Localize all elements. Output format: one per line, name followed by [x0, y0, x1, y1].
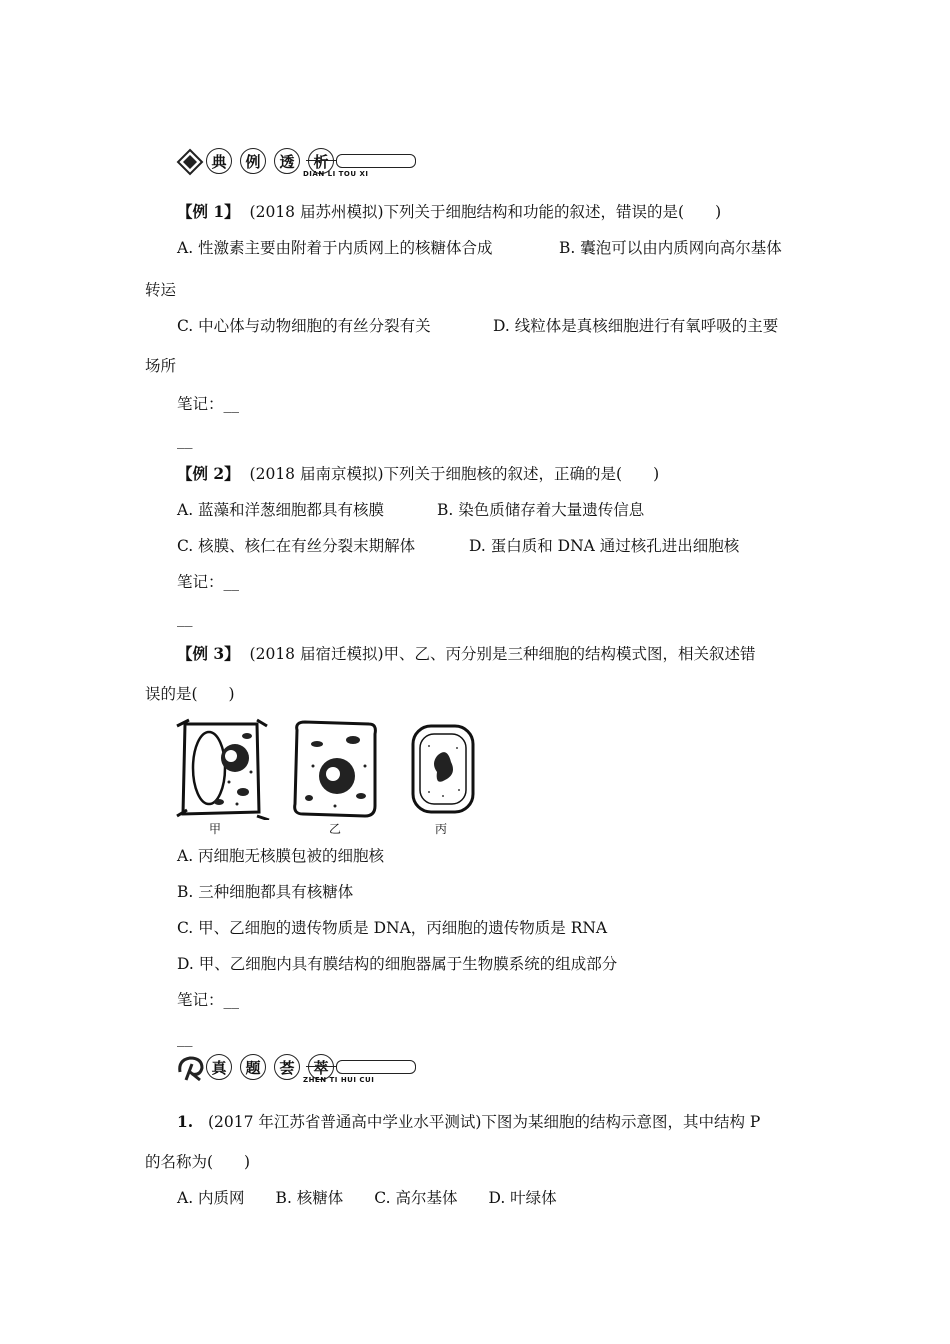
question-1-stem-continued: 的名称为( )	[145, 1153, 251, 1171]
option-a: A. 性激素主要由附着于内质网上的核糖体合成	[177, 239, 493, 257]
title-char: 荟	[274, 1054, 300, 1080]
example-question: (2018 届南京模拟)下列关于细胞核的叙述，正确的是( )	[249, 465, 660, 483]
question-text: (2017 年江苏省普通高中学业水平测试)下图为某细胞的结构示意图，其中结构 P	[207, 1113, 761, 1131]
title-char: 萃	[308, 1054, 334, 1080]
example-3-stem-continued: 误的是( )	[145, 685, 235, 703]
title-char: 题	[240, 1054, 266, 1080]
note-field[interactable]: 笔记：__	[177, 395, 240, 413]
header-rule	[306, 160, 338, 161]
note-field[interactable]: 笔记：__	[177, 573, 240, 591]
title-char: 透	[274, 148, 300, 174]
example-label: 【例 3】	[177, 644, 240, 663]
option-d-continued: 场所	[145, 357, 177, 375]
section-pinyin: DIAN LI TOU XI	[303, 170, 369, 178]
example-2-options-ab	[177, 500, 645, 520]
prokaryotic-cell	[413, 726, 473, 812]
example-label: 【例 2】	[177, 464, 240, 483]
section-header-past-exams	[176, 1054, 426, 1088]
example-question: (2018 届苏州模拟)下列关于细胞结构和功能的叙述，错误的是( )	[249, 203, 722, 221]
example-label: 【例 1】	[177, 202, 240, 221]
title-char: 析	[308, 148, 334, 174]
option-c: C. 中心体与动物细胞的有丝分裂有关	[177, 317, 431, 335]
title-char: 例	[240, 148, 266, 174]
diamond-icon	[176, 148, 204, 176]
option-c: C. 甲、乙细胞的遗传物质是 DNA，丙细胞的遗传物质是 RNA	[177, 919, 608, 937]
figure-label: 丙	[435, 822, 448, 836]
figure-label: 乙	[329, 822, 342, 836]
note-field[interactable]: 笔记：__	[177, 991, 240, 1009]
section-header-examples	[176, 148, 426, 182]
option-b: B. 囊泡可以由内质网向高尔基体	[559, 239, 782, 257]
note-blank: __	[177, 431, 193, 449]
animal-cell	[295, 722, 376, 816]
note-blank: __	[177, 1029, 193, 1047]
example-2-options-cd	[177, 536, 740, 556]
cell-diagram	[175, 716, 495, 838]
plant-cell	[177, 720, 269, 820]
option-d: D. 甲、乙细胞内具有膜结构的细胞器属于生物膜系统的组成部分	[177, 955, 618, 973]
option-b: B. 三种细胞都具有核糖体	[177, 883, 354, 901]
example-3-stem	[177, 644, 756, 664]
question-1-options: A. 内质网 B. 核糖体 C. 高尔基体 D. 叶绿体	[177, 1189, 557, 1207]
section-pinyin: ZHEN TI HUI CUI	[303, 1076, 375, 1084]
header-rule	[306, 1066, 338, 1067]
example-1-stem	[177, 202, 721, 222]
option-b-continued: 转运	[145, 281, 177, 299]
note-blank: __	[177, 609, 193, 627]
header-bar	[336, 1060, 416, 1074]
example-question: (2018 届宿迁模拟)甲、乙、丙分别是三种细胞的结构模式图，相关叙述错	[249, 645, 756, 663]
example-2-stem	[177, 464, 659, 484]
swirl-logo-icon	[176, 1054, 206, 1084]
figure-label: 甲	[209, 822, 222, 836]
example-1-options-cd	[177, 316, 779, 336]
option-b: B. 染色质储存着大量遗传信息	[437, 501, 645, 519]
question-number: 1.	[177, 1112, 194, 1131]
option-a: A. 蓝藻和洋葱细胞都具有核膜	[177, 501, 385, 519]
cell-drawings	[175, 716, 495, 820]
title-char: 典	[206, 148, 232, 174]
title-char: 真	[206, 1054, 232, 1080]
option-c: C. 核膜、核仁在有丝分裂末期解体	[177, 537, 416, 555]
header-bar	[336, 154, 416, 168]
option-d: D. 线粒体是真核细胞进行有氧呼吸的主要	[493, 317, 779, 335]
example-1-options-ab	[177, 238, 782, 258]
option-a: A. 丙细胞无核膜包被的细胞核	[177, 847, 385, 865]
question-1-stem	[177, 1112, 760, 1132]
option-d: D. 蛋白质和 DNA 通过核孔进出细胞核	[469, 537, 740, 555]
